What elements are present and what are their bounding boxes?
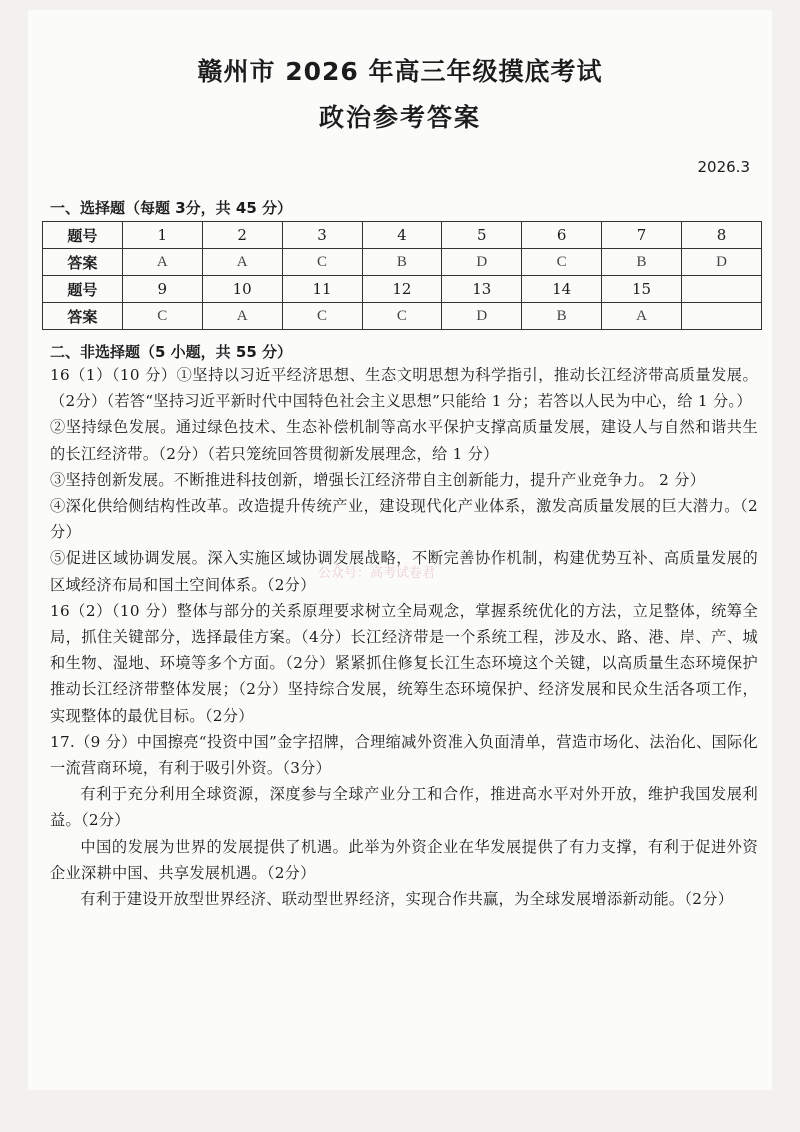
answer-cell: C	[282, 303, 362, 330]
answer-cell: D	[442, 303, 522, 330]
answer-cell: C	[362, 303, 442, 330]
answer-paragraph: ③坚持创新发展。不断推进科技创新，增强长江经济带自主创新能力，提升产业竞争力。 2 分）	[50, 470, 706, 489]
answer-cell: C	[522, 249, 602, 276]
answer-cell: A	[602, 303, 682, 330]
section1-heading: 一、选择题（每题 3分，共 45 分）	[50, 199, 292, 217]
question-number-cell: 12	[362, 276, 442, 303]
answer-cell: D	[682, 249, 762, 276]
question-number-cell	[682, 276, 762, 303]
answer-paragraph: 16（2）（10 分）整体与部分的关系原理要求树立全局观念，掌握系统优化的方法，立足整体，统筹全局，抓住关键部分，选择最佳方案。（4分）长江经济带是一个系统工程，涉及水、路、港、岸、产、城和生物、湿地、环境等多个方面。（2分）紧紧抓住修复长江生态环境这个关键，以高质量生态环境保护推动长江经济带整体发展；（2分）坚持综合发展，统筹生态环境保护、经济发展和民众生活各项工作，实现整体的最优目标。（2分）	[50, 601, 758, 725]
table-row	[43, 249, 762, 276]
row-label: 题号	[43, 222, 123, 249]
answer-cell: C	[122, 303, 202, 330]
answer-paragraph: 有利于建设开放型世界经济、联动型世界经济，实现合作共赢，为全球发展增添新动能。（2分）	[80, 890, 734, 909]
table-row	[43, 276, 762, 303]
question-number-cell: 5	[442, 222, 522, 249]
row-label: 答案	[43, 303, 123, 330]
exam-subtitle: 政治参考答案	[318, 103, 481, 132]
question-number-cell: 9	[122, 276, 202, 303]
question-number-cell: 15	[602, 276, 682, 303]
answer-paragraph: ④深化供给侧结构性改革。改造提升传统产业，建设现代化产业体系，激发高质量发展的巨大潜力。（2 分）	[50, 497, 758, 542]
question-number-cell: 1	[122, 222, 202, 249]
watermark: 公众号：高考试卷君	[318, 566, 436, 581]
answer-paragraph: 16（1）（10 分）①坚持以习近平经济思想、生态文明思想为科学指引，推动长江经济带高质量发展。（2分）（若答“坚持习近平新时代中国特色社会主义思想”只能给 1 分；若答以人民为中心，给 1 分。）	[50, 366, 758, 411]
question-number-cell: 8	[682, 222, 762, 249]
answer-cell: B	[522, 303, 602, 330]
question-number-cell: 14	[522, 276, 602, 303]
question-number-cell: 11	[282, 276, 362, 303]
answer-paragraph: 中国的发展为世界的发展提供了机遇。此举为外资企业在华发展提供了有力支撑，有利于促进外资企业深耕中国、共享发展机遇。（2分）	[50, 837, 758, 882]
question-number-cell: 4	[362, 222, 442, 249]
answer-table	[42, 221, 762, 330]
answer-cell: A	[202, 249, 282, 276]
answer-text	[50, 362, 758, 912]
answer-paragraph: ⑤促进区域协调发展。深入实施区域协调发展战略，不断完善协作机制，构建优势互补、高质量发展的区域经济布局和国土空间体系。（2分）	[50, 549, 758, 594]
question-number-cell: 2	[202, 222, 282, 249]
table-row	[43, 222, 762, 249]
answer-cell	[682, 303, 762, 330]
exam-title: 赣州市 2026 年高三年级摸底考试	[197, 57, 603, 86]
answer-cell: B	[602, 249, 682, 276]
answer-cell: A	[202, 303, 282, 330]
question-number-cell: 13	[442, 276, 522, 303]
exam-date: 2026.3	[697, 158, 750, 176]
table-row	[43, 303, 762, 330]
question-number-cell: 6	[522, 222, 602, 249]
answer-paragraph: ②坚持绿色发展。通过绿色技术、生态补偿机制等高水平保护支撑高质量发展，建设人与自然和谐共生的长江经济带。（2分）（若只笼统回答贯彻新发展理念，给 1 分）	[50, 418, 758, 463]
answer-paragraph: 17.（9 分）中国擦亮“投资中国”金字招牌，合理缩减外资准入负面清单，营造市场化、法治化、国际化一流营商环境，有利于吸引外资。（3分）	[50, 732, 758, 778]
row-label: 答案	[43, 249, 123, 276]
question-number-cell: 7	[602, 222, 682, 249]
answer-cell: C	[282, 249, 362, 276]
answer-cell: B	[362, 249, 442, 276]
row-label: 题号	[43, 276, 123, 303]
answer-paragraph: 有利于充分利用全球资源，深度参与全球产业分工和合作，推进高水平对外开放，维护我国发展利益。（2分）	[50, 785, 758, 830]
answer-cell: D	[442, 249, 522, 276]
answer-cell: A	[122, 249, 202, 276]
question-number-cell: 10	[202, 276, 282, 303]
section2-heading: 二、非选择题（5 小题，共 55 分）	[50, 343, 292, 361]
question-number-cell: 3	[282, 222, 362, 249]
